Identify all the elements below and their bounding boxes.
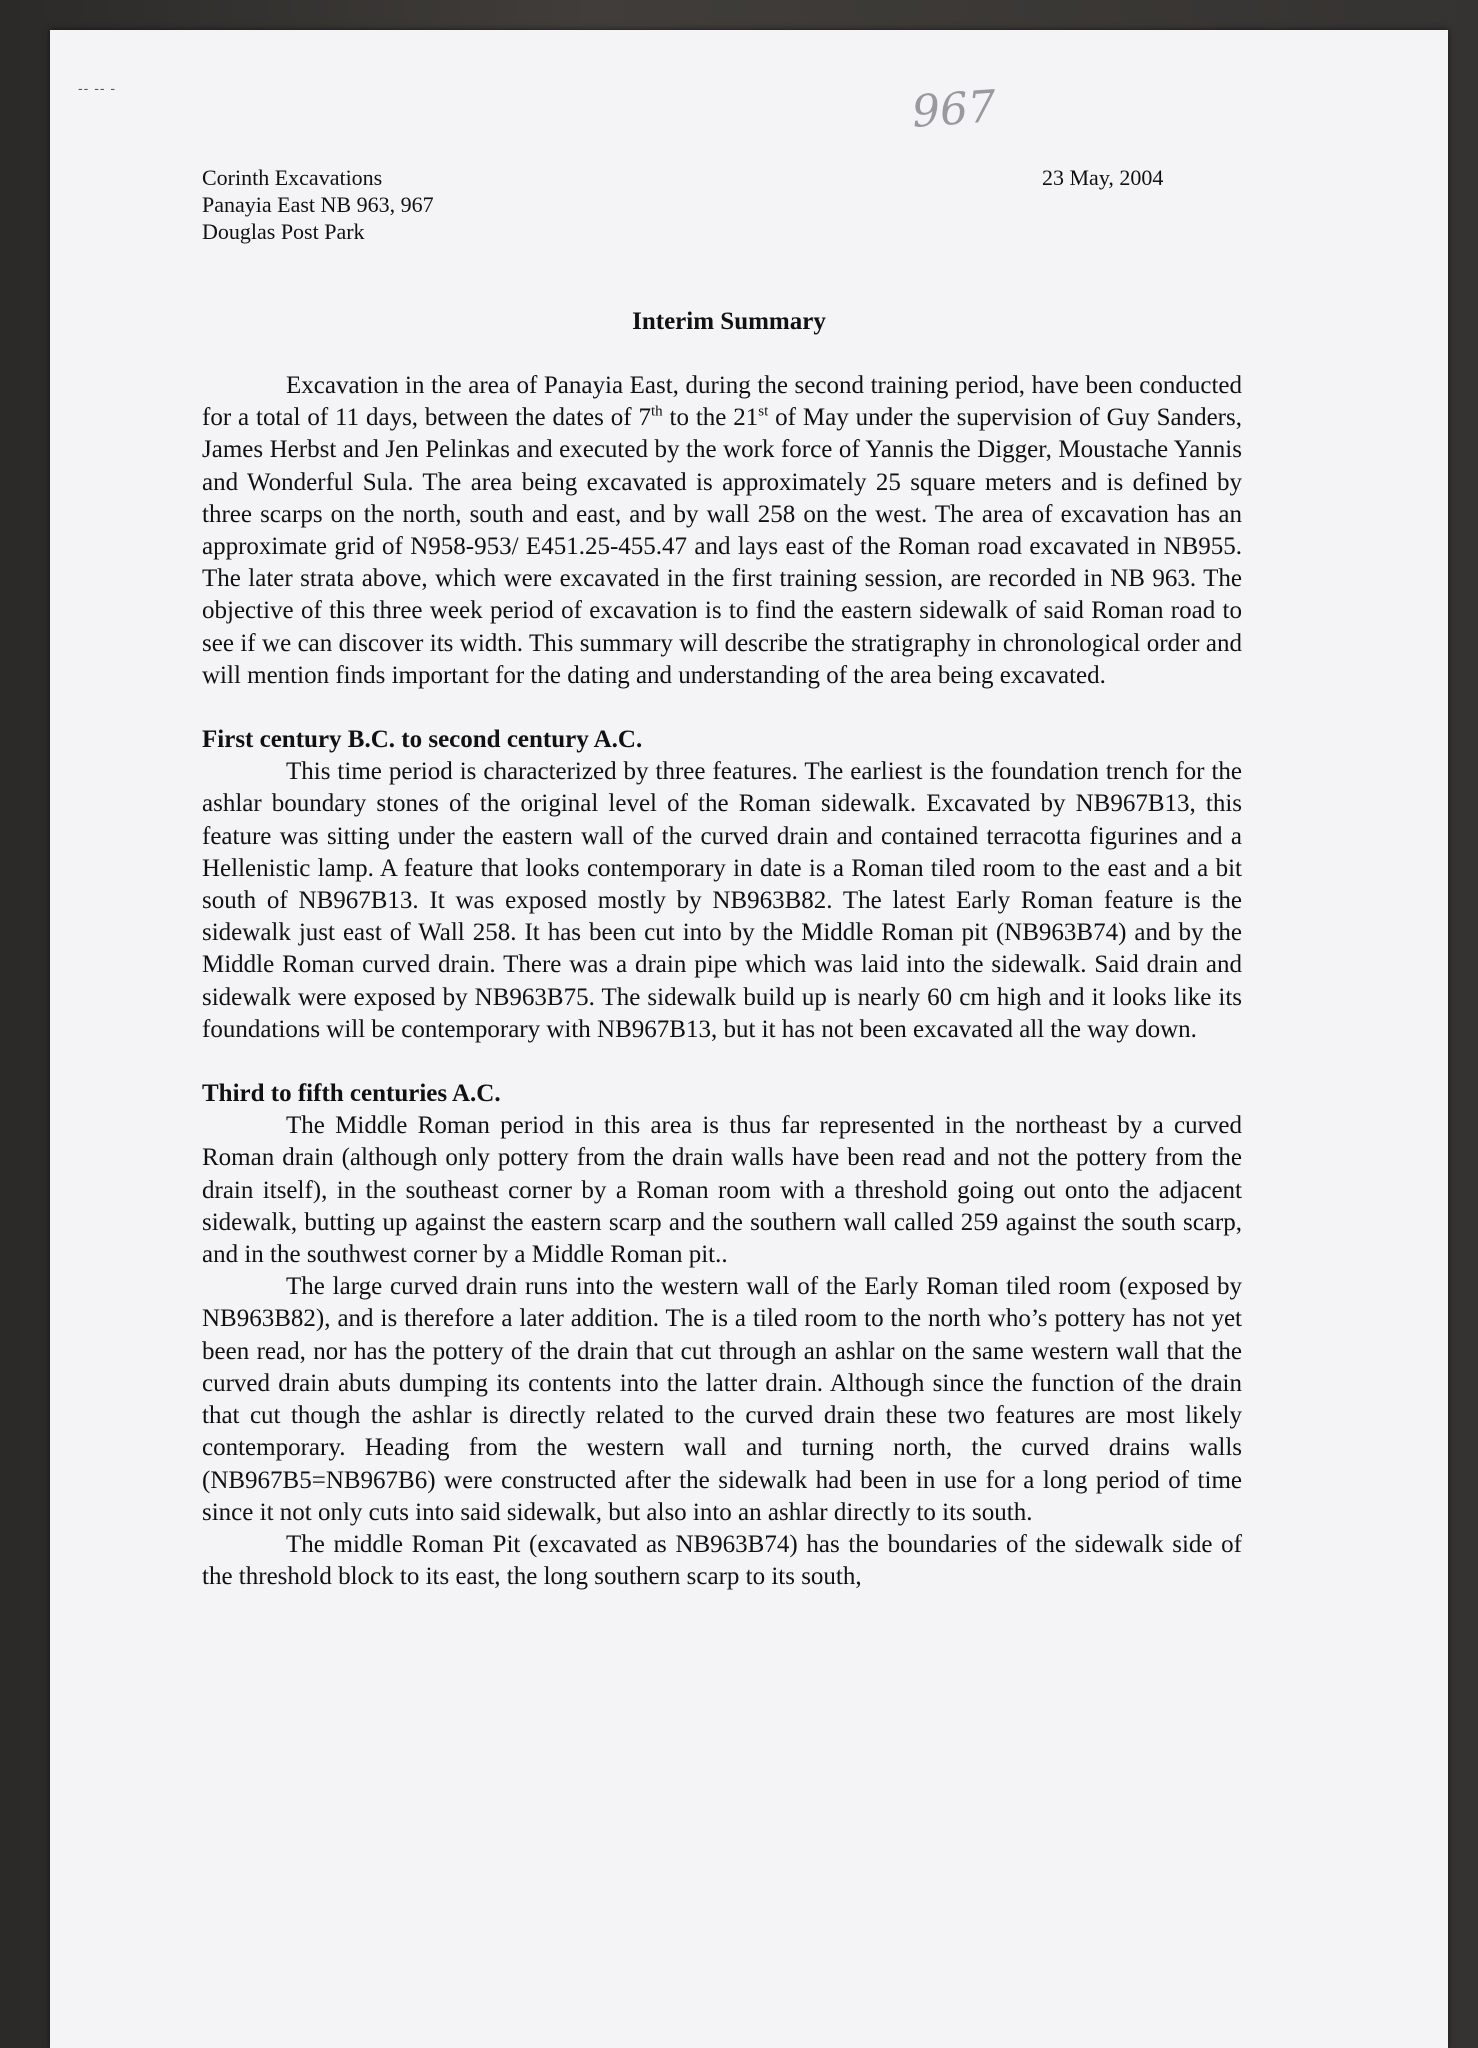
header-address	[202, 164, 434, 245]
header-line: Corinth Excavations	[202, 165, 383, 190]
section-paragraph: This time period is characterized by three features. The earliest is the foundation trench for the ashlar boundary stones of the original level of the Roman sidewalk. Excavated by NB967B13, this feature was sitting under the eastern wall of the curved drain and contained terracotta figurines and a Hellenistic lamp. A feature that looks contemporary in date is a Roman tiled room to the east and a bit south of NB967B13. It was exposed mostly by NB963B82. The latest Early Roman feature is the sidewalk just east of Wall 258. It has been cut into by the Middle Roman pit (NB963B74) and by the Middle Roman curved drain. There was a drain pipe which was laid into the sidewalk. Said drain and sidewalk were exposed by NB963B75. The sidewalk build up is nearly 60 cm high and it looks like its foundations will be contemporary with NB967B13, but it has not been excavated all the way down.	[202, 758, 1242, 1043]
handwritten-notebook-number: 967	[910, 81, 998, 138]
intro-text-part: Excavation in the area of Panayia East, during the second training period, have been conducted for a total of 11 days, between the dates of 7	[202, 372, 1242, 432]
document-title: Interim Summary	[632, 308, 826, 335]
intro-paragraph	[202, 370, 1242, 692]
header-date: 23 May, 2004	[1042, 165, 1164, 190]
section-paragraph: The Middle Roman period in this area is thus far represented in the northeast by a curved Roman drain (although only pottery from the drain walls have been read and not the pottery from the drain itself), in the southeast corner by a Roman room with a threshold going out onto the adjacent sidewalk, butting up against the eastern scarp and the southern wall called 259 against the south scarp, and in the southwest corner by a Middle Roman pit..	[202, 1112, 1242, 1269]
section-paragraph: The middle Roman Pit (excavated as NB963B74) has the boundaries of the sidewalk side of the threshold block to its east, the long southern scarp to its south,	[202, 1530, 1242, 1591]
section-paragraph: The large curved drain runs into the western wall of the Early Roman tiled room (exposed by NB963B82), and is therefore a later addition. The is a tiled room to the north who’s pottery has not yet been read, nor has the pottery of the drain that cut through an ashlar on the same western wall that the curved drain abuts dumping its contents into the latter drain. Although since the function of the drain that cut though the ashlar is directly related to the curved drain these two features are most likely contemporary. Heading from the western wall and turning north, the curved drains walls (NB967B5=NB967B6) were constructed after the sidewalk had been in use for a long period of time since it not only cuts into said sidewalk, but also into an ashlar directly to its south.	[202, 1273, 1242, 1526]
header-line: Panayia East NB 963, 967	[202, 192, 434, 217]
header-line: Douglas Post Park	[202, 219, 365, 244]
scratch-mark: -- -- -	[78, 80, 117, 96]
document-body	[202, 370, 1242, 1593]
intro-text-part: of May under the supervision of Guy Sanders, James Herbst and Jen Pelinkas and executed by the work force of Yannis the Digger, Moustache Yannis and Wonderful Sula. The area being excavated is approximately 25 square meters and is defined by three scarps on the north, south and east, and by wall 258 on the west. The area of excavation has an approximate grid of N958-953/ E451.25-455.47 and lays east of the Roman road excavated in NB955. The later strata above, which were excavated in the first training session, are recorded in NB 963. The objective of this three week period of excavation is to find the eastern sidewalk of said Roman road to see if we can discover its width. This summary will describe the stratigraphy in chronological order and will mention finds important for the dating and understanding of the area being excavated.	[202, 404, 1242, 689]
ordinal-suffix: st	[758, 403, 769, 420]
section-heading: First century B.C. to second century A.C.	[202, 726, 643, 754]
section-heading: Third to fifth centuries A.C.	[202, 1080, 501, 1108]
ordinal-suffix: th	[650, 403, 663, 420]
intro-text-part: to the 21	[662, 404, 759, 432]
